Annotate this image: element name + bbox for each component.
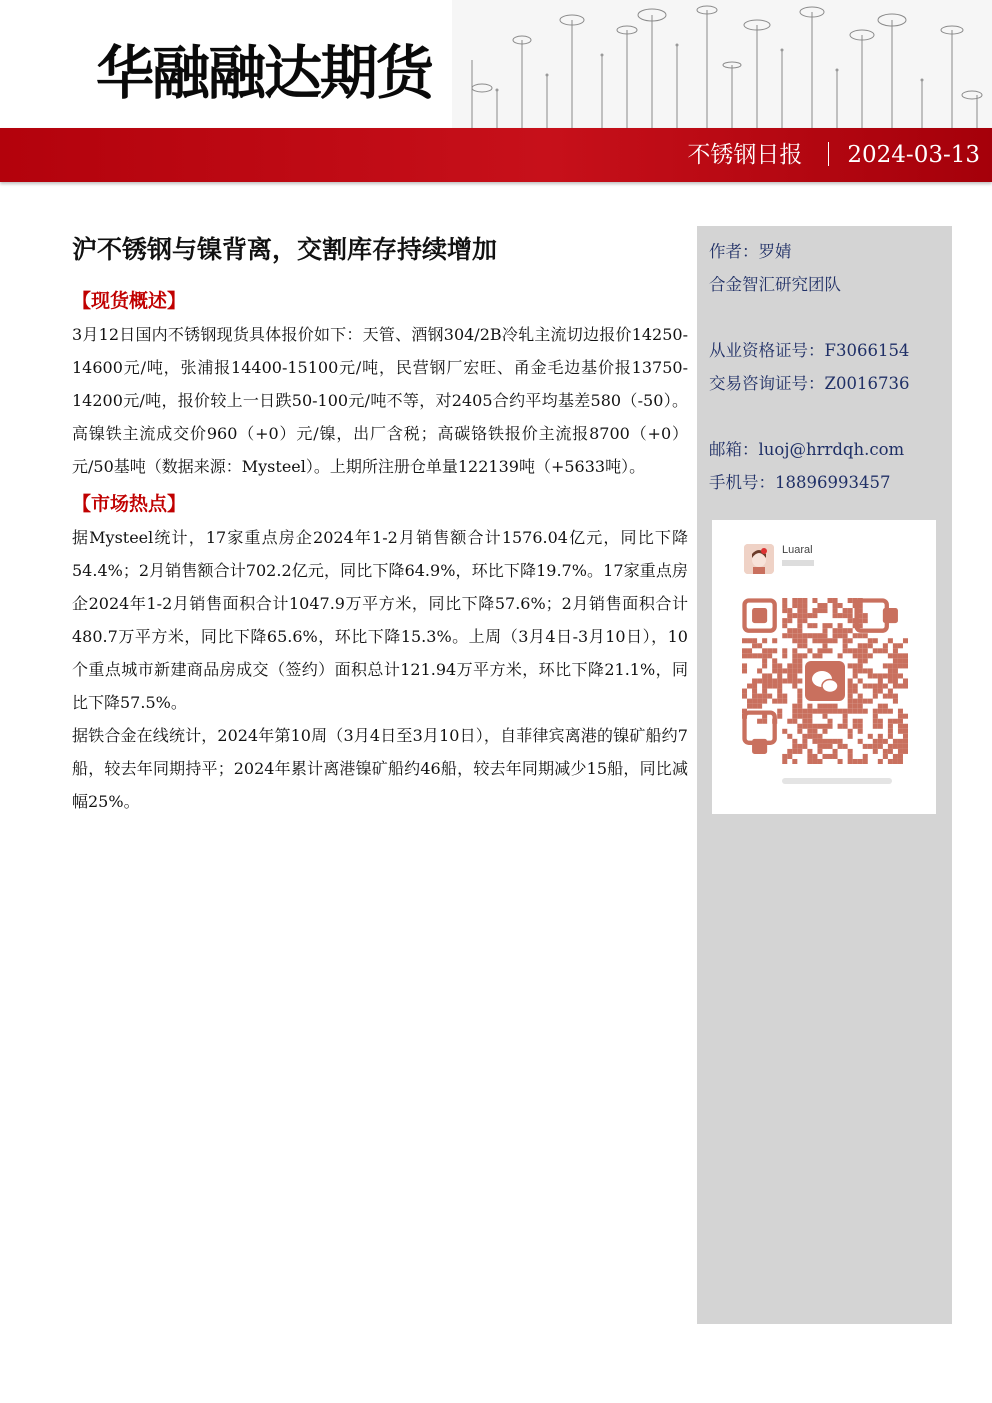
section-paragraph: 据铁合金在线统计，2024年第10周（3月4日至3月10日），自菲律宾离港的镍矿船约7船，较去年同期持平；2024年累计离港镍矿船约46船，较去年同期减少15船，同比减幅25%。 (72, 726, 688, 811)
section-heading-hotspot: 【市场热点】 (72, 493, 187, 515)
article-title: 沪不锈钢与镍背离，交割库存持续增加 (72, 235, 498, 264)
wechat-qr-card (712, 520, 936, 814)
qr-code-image (742, 598, 908, 764)
page-header (0, 0, 992, 128)
report-type: 不锈钢日报 (687, 142, 803, 168)
section-paragraph: 据Mysteel统计，17家重点房企2024年1-2月销售额合计1576.04亿元，同比下降54.4%；2月销售额合计702.2亿元，同比下降64.9%，环比下降19.7%。17家重点房企2024年1-2月销售面积合计1047.9万平方米，同比下降57.6%；2月销售面积合计480.7万平方米，同比下降65.6%，环比下降15.3%。上周（3月4日-3月10日），10个重点城市新建商品房成交（签约）面积总计121.94万平方米，环比下降21.1%，同比下降57.5%。 (72, 528, 688, 712)
report-banner (0, 128, 992, 182)
separator (828, 142, 829, 166)
qualification-number: 从业资格证号：F3066154 (709, 341, 910, 360)
consult-number: 交易咨询证号：Z0016736 (709, 374, 910, 393)
phone-number: 手机号：18896993457 (709, 473, 891, 492)
qr-owner-name: Luaral (782, 544, 813, 556)
qr-hint-text (782, 778, 892, 784)
email-link[interactable]: 邮箱：luoj@hrrdqh.com (709, 440, 905, 459)
section-paragraph: 3月12日国内不锈钢现货具体报价如下：天管、酒钢304/2B冷轧主流切边报价14250-14600元/吨，张浦报14400-15100元/吨，民营钢厂宏旺、甬金毛边基价报13750-14200元/吨，报价较上一日跌50-100元/吨不等，对2405合约平均基差580（-50）。高镍铁主流成交价960（+0）元/镍，出厂含税；高碳铬铁报价主流报8700（+0）元/50基吨（数据来源：Mysteel）。上期所注册仓单量122139吨（+5633吨）。 (72, 325, 688, 476)
author-name: 作者：罗婧 (709, 242, 792, 261)
section-heading-spot: 【现货概述】 (72, 290, 187, 312)
avatar (744, 544, 774, 574)
report-meta (687, 128, 980, 182)
decorative-background (452, 0, 992, 128)
report-date: 2024-03-13 (847, 142, 980, 168)
author-sidebar (697, 226, 952, 1324)
brand-logo-text: 华融融达期货 (96, 39, 433, 107)
team-name: 合金智汇研究团队 (709, 275, 841, 294)
qr-owner-subtitle (782, 560, 814, 566)
article-body (72, 226, 688, 818)
